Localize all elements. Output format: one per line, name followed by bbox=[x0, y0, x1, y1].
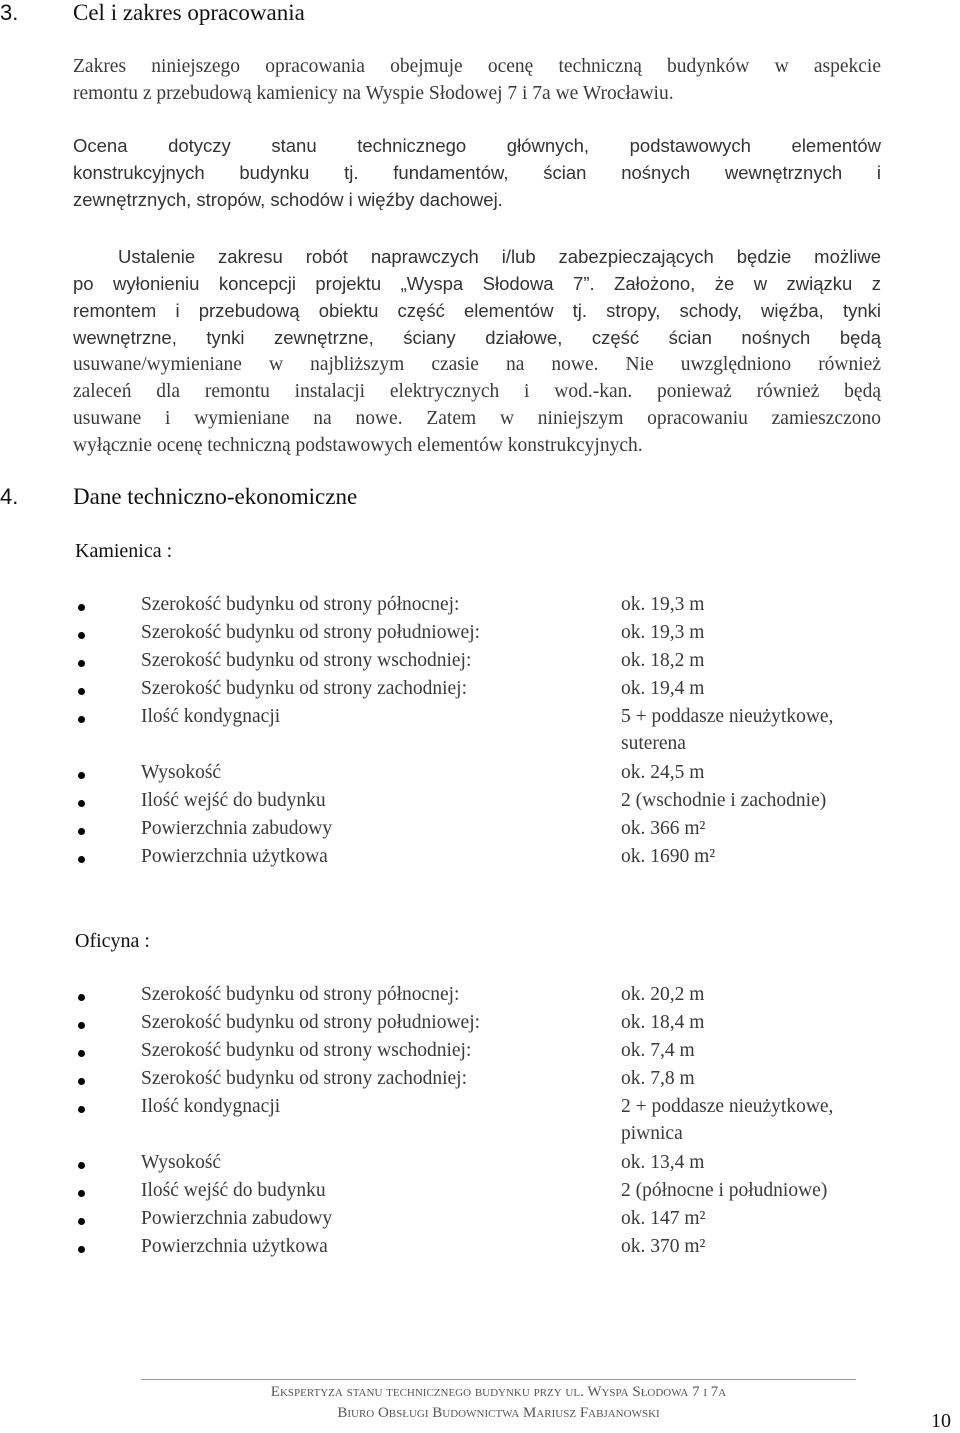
bullet-icon bbox=[78, 828, 85, 835]
paragraph-line: konstrukcyjnych budynku tj. fundamentów, ścian nośnych wewnętrznych i bbox=[73, 162, 881, 183]
footer-title: Ekspertyza stanu technicznego budynku przy ul. Wyspa Słodowa 7 i 7a bbox=[270, 1384, 727, 1400]
kamienica-heading: Kamienica : bbox=[75, 540, 173, 562]
section-title: Cel i zakres opracowania bbox=[73, 0, 305, 25]
paragraph-repair-scope bbox=[73, 243, 881, 459]
spec-value: ok. 1690 m² bbox=[621, 846, 716, 867]
bullet-icon bbox=[78, 1050, 85, 1057]
section-number: 4. bbox=[0, 484, 19, 509]
spec-value: ok. 7,4 m bbox=[621, 1040, 695, 1061]
spec-label: Wysokość bbox=[141, 762, 222, 783]
spec-value-continuation: suterena bbox=[621, 733, 686, 754]
paragraph-line: remontu z przebudową kamienicy na Wyspie Słodowej 7 i 7a we Wrocławiu. bbox=[73, 83, 674, 104]
paragraph-line: zaleceń dla remontu instalacji elektrycznych i wod.-kan. ponieważ również będą bbox=[73, 381, 881, 402]
bullet-icon bbox=[78, 994, 85, 1001]
page-number: 10 bbox=[931, 1410, 951, 1432]
bullet-icon bbox=[78, 688, 85, 695]
footer-divider bbox=[141, 1379, 856, 1380]
spec-value: 5 + poddasze nieużytkowe, bbox=[621, 706, 834, 727]
paragraph-line: po wyłonieniu koncepcji projektu „Wyspa Słodowa 7”. Założono, że w związku z bbox=[73, 273, 881, 294]
spec-label: Szerokość budynku od strony południowej: bbox=[141, 622, 481, 643]
paragraph-line: Ocena dotyczy stanu technicznego głównych, podstawowych elementów bbox=[73, 135, 881, 156]
spec-label: Powierzchnia zabudowy bbox=[141, 818, 333, 839]
spec-label: Powierzchnia użytkowa bbox=[141, 1236, 328, 1257]
spec-value: ok. 7,8 m bbox=[621, 1068, 695, 1089]
spec-value: ok. 370 m² bbox=[621, 1236, 706, 1257]
spec-label: Powierzchnia zabudowy bbox=[141, 1208, 333, 1229]
paragraph-assessment bbox=[73, 132, 881, 213]
spec-value: ok. 20,2 m bbox=[621, 984, 705, 1005]
bullet-icon bbox=[78, 1162, 85, 1169]
spec-value: 2 + poddasze nieużytkowe, bbox=[621, 1096, 834, 1117]
bullet-icon bbox=[78, 660, 85, 667]
paragraph-line: Zakres niniejszego opracowania obejmuje ocenę techniczną budynków w aspekcie bbox=[73, 56, 881, 77]
paragraph-line: remontem i przebudową obiektu część elementów tj. stropy, schody, więźba, tynki bbox=[73, 300, 881, 321]
bullet-icon bbox=[78, 1218, 85, 1225]
paragraph-line: usuwane i wymieniane na nowe. Zatem w niniejszym opracowaniu zamieszczono bbox=[73, 408, 881, 429]
bullet-icon bbox=[78, 1106, 85, 1113]
spec-value: ok. 19,4 m bbox=[621, 678, 705, 699]
spec-value: ok. 18,2 m bbox=[621, 650, 705, 671]
spec-value: ok. 18,4 m bbox=[621, 1012, 705, 1033]
spec-label: Ilość wejść do budynku bbox=[141, 1180, 326, 1201]
paragraph-line: wyłącznie ocenę techniczną podstawowych elementów konstrukcyjnych. bbox=[73, 435, 643, 456]
section-title: Dane techniczno-ekonomiczne bbox=[73, 484, 358, 509]
bullet-icon bbox=[78, 632, 85, 639]
spec-value: ok. 366 m² bbox=[621, 818, 706, 839]
spec-value: ok. 147 m² bbox=[621, 1208, 706, 1229]
bullet-icon bbox=[78, 800, 85, 807]
spec-value-continuation: piwnica bbox=[621, 1123, 683, 1144]
spec-label: Szerokość budynku od strony wschodniej: bbox=[141, 1040, 472, 1061]
spec-value: ok. 19,3 m bbox=[621, 622, 705, 643]
footer-company: Biuro Obsługi Budownictwa Mariusz Fabjanowski bbox=[337, 1405, 660, 1421]
paragraph-line: Ustalenie zakresu robót naprawczych i/lub zabezpieczających będzie możliwe bbox=[118, 246, 881, 267]
paragraph-scope bbox=[73, 53, 881, 107]
section-4-heading bbox=[0, 484, 18, 510]
spec-label: Wysokość bbox=[141, 1152, 222, 1173]
oficyna-heading: Oficyna : bbox=[75, 930, 150, 952]
bullet-icon bbox=[78, 1022, 85, 1029]
bullet-icon bbox=[78, 1078, 85, 1085]
spec-label: Ilość wejść do budynku bbox=[141, 790, 326, 811]
bullet-icon bbox=[78, 604, 85, 611]
spec-label: Powierzchnia użytkowa bbox=[141, 846, 328, 867]
bullet-icon bbox=[78, 1246, 85, 1253]
section-3-heading bbox=[0, 0, 18, 26]
bullet-icon bbox=[78, 772, 85, 779]
spec-value: 2 (północne i południowe) bbox=[621, 1180, 828, 1201]
paragraph-line: zewnętrznych, stropów, schodów i więźby dachowej. bbox=[73, 189, 503, 210]
spec-label: Szerokość budynku od strony zachodniej: bbox=[141, 678, 468, 699]
paragraph-line: usuwane/wymieniane w najbliższym czasie na nowe. Nie uwzględniono również bbox=[73, 354, 881, 375]
section-number: 3. bbox=[0, 0, 19, 25]
spec-label: Ilość kondygnacji bbox=[141, 706, 281, 727]
spec-value: ok. 13,4 m bbox=[621, 1152, 705, 1173]
bullet-icon bbox=[78, 716, 85, 723]
spec-label: Szerokość budynku od strony południowej: bbox=[141, 1012, 481, 1033]
spec-label: Szerokość budynku od strony wschodniej: bbox=[141, 650, 472, 671]
spec-value: ok. 24,5 m bbox=[621, 762, 705, 783]
spec-label: Szerokość budynku od strony zachodniej: bbox=[141, 1068, 468, 1089]
spec-label: Ilość kondygnacji bbox=[141, 1096, 281, 1117]
spec-label: Szerokość budynku od strony północnej: bbox=[141, 594, 460, 615]
bullet-icon bbox=[78, 856, 85, 863]
spec-value: ok. 19,3 m bbox=[621, 594, 705, 615]
bullet-icon bbox=[78, 1190, 85, 1197]
spec-value: 2 (wschodnie i zachodnie) bbox=[621, 790, 827, 811]
paragraph-line: wewnętrzne, tynki zewnętrzne, ściany działowe, część ścian nośnych będą bbox=[73, 327, 881, 348]
spec-label: Szerokość budynku od strony północnej: bbox=[141, 984, 460, 1005]
